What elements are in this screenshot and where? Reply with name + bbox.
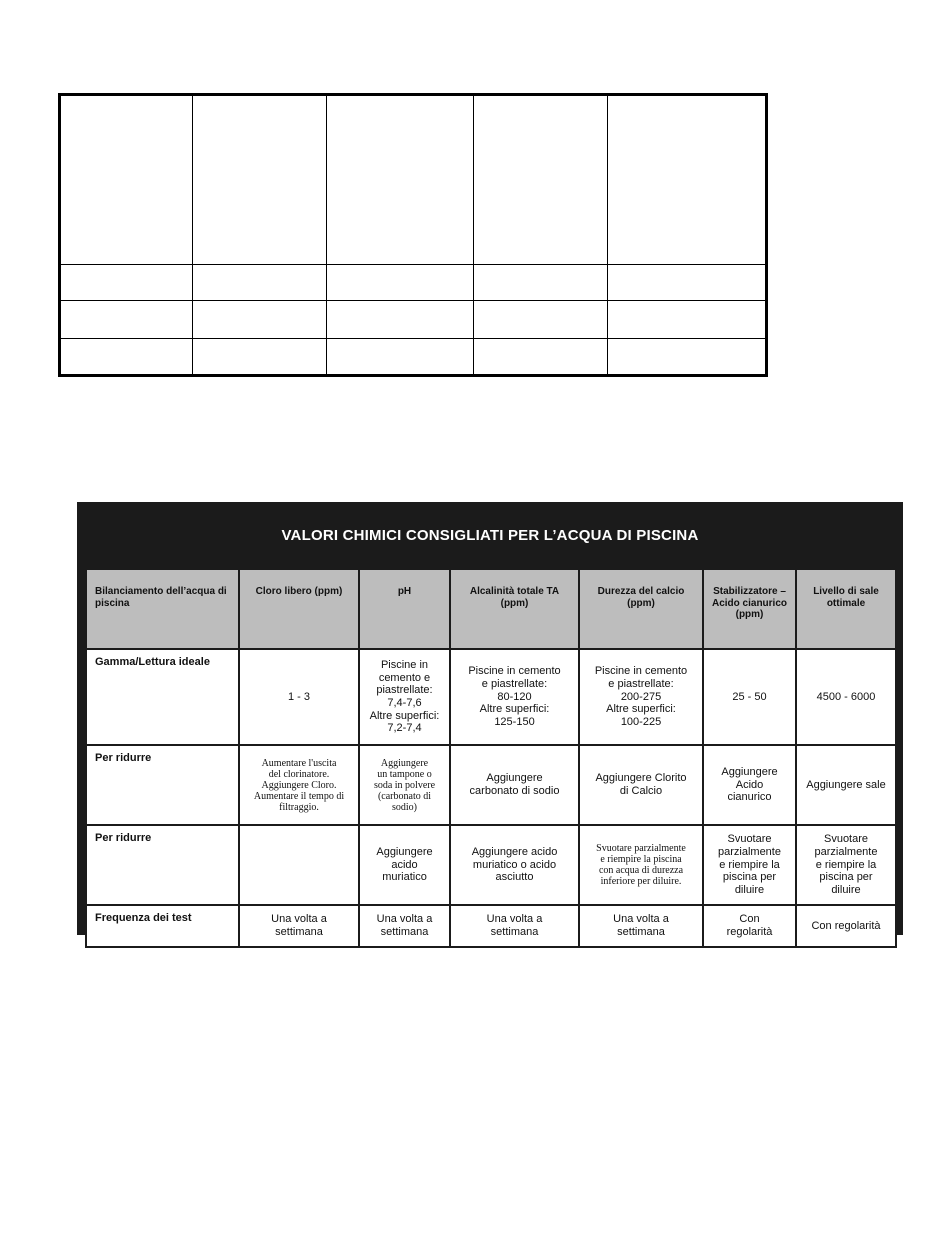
table-row-reduce-1 bbox=[86, 745, 896, 825]
cell-cloro bbox=[239, 825, 359, 905]
cell-line: con acqua di durezza bbox=[598, 865, 684, 876]
cell-alcalinita bbox=[450, 905, 579, 947]
header-cell-cloro: Cloro libero (ppm) bbox=[239, 569, 359, 649]
empty-cell bbox=[474, 301, 608, 339]
empty-cell bbox=[474, 339, 608, 376]
cell-line: piscina per bbox=[722, 871, 777, 884]
cell-line: e piastrellate: bbox=[481, 678, 548, 691]
cell-line: Aggiungere bbox=[380, 757, 429, 769]
row-label: Frequenza dei test bbox=[86, 905, 239, 947]
cell-stabilizzatore bbox=[703, 745, 796, 825]
cell-line: Aggiungere bbox=[486, 772, 543, 785]
cell-alcalinita bbox=[450, 649, 579, 745]
cell-sale: Con regolarità bbox=[796, 905, 896, 947]
cell-line: Altre superfici: bbox=[369, 709, 440, 722]
empty-table-header-row bbox=[60, 95, 767, 265]
cell-line: e riempire la bbox=[719, 858, 780, 871]
cell-line: muriatico o acido bbox=[472, 858, 557, 871]
cell-line: 7,2-7,4 bbox=[387, 722, 422, 735]
cell-cloro: 1 - 3 bbox=[239, 649, 359, 745]
cell-line: Aggiungere bbox=[721, 766, 778, 779]
cell-line: piastrellate: bbox=[376, 684, 433, 697]
header-row bbox=[86, 569, 896, 649]
cell-cloro bbox=[239, 905, 359, 947]
cell-ph bbox=[359, 745, 450, 825]
cell-line: Altre superfici: bbox=[479, 703, 550, 716]
row-label: Per ridurre bbox=[86, 745, 239, 825]
empty-cell bbox=[193, 265, 327, 301]
header-cell-alcalinita: Alcalinità totale TA (ppm) bbox=[450, 569, 579, 649]
cell-line: 7,4-7,6 bbox=[387, 697, 422, 709]
cell-line: Una volta a bbox=[271, 913, 327, 926]
cell-durezza bbox=[579, 745, 703, 825]
cell-line: piscina per bbox=[819, 871, 873, 884]
empty-cell bbox=[608, 301, 767, 339]
cell-ph bbox=[359, 905, 450, 947]
cell-line: Aggiungere Clorito bbox=[595, 772, 687, 785]
header-cell-ph: pH bbox=[359, 569, 450, 649]
cell-line: asciutto bbox=[495, 871, 534, 884]
cell-line: Svuotare bbox=[727, 833, 772, 846]
cell-sale: Aggiungere sale bbox=[796, 745, 896, 825]
cell-line: Una volta a bbox=[376, 913, 433, 926]
cell-line: Aumentare il tempo di bbox=[253, 790, 345, 802]
cell-stabilizzatore bbox=[703, 905, 796, 947]
cell-durezza bbox=[579, 649, 703, 745]
cell-line: diluire bbox=[831, 883, 861, 896]
empty-cell bbox=[474, 95, 608, 265]
cell-sale: 4500 - 6000 bbox=[796, 649, 896, 745]
empty-cell bbox=[193, 95, 327, 265]
header-cell-sale: Livello di sale ottimale bbox=[796, 569, 896, 649]
table-row-ideal bbox=[86, 649, 896, 745]
cell-line: settimana bbox=[490, 926, 539, 938]
empty-cell bbox=[327, 339, 474, 376]
cell-ph bbox=[359, 649, 450, 745]
cell-line: Con bbox=[739, 913, 760, 926]
empty-cell bbox=[608, 265, 767, 301]
cell-line: (carbonato di bbox=[377, 790, 432, 802]
cell-line: Piscine in bbox=[380, 659, 429, 672]
cell-stabilizzatore bbox=[703, 825, 796, 905]
cell-line: Svuotare parzialmente bbox=[596, 843, 686, 854]
empty-table-row bbox=[60, 301, 767, 339]
cell-durezza bbox=[579, 905, 703, 947]
cell-line: 125-150 bbox=[494, 715, 535, 728]
chemical-values-table bbox=[85, 568, 897, 948]
cell-cloro bbox=[239, 745, 359, 825]
cell-line: e riempire la bbox=[815, 858, 877, 871]
cell-line: 200-275 bbox=[620, 690, 662, 703]
empty-cell bbox=[60, 95, 193, 265]
empty-table-row bbox=[60, 265, 767, 301]
cell-line: muriatico bbox=[382, 871, 427, 884]
cell-line: settimana bbox=[275, 926, 323, 938]
cell-line: parzialmente bbox=[814, 846, 878, 859]
empty-cell bbox=[60, 265, 193, 301]
cell-line: di Calcio bbox=[619, 785, 663, 797]
cell-line: Una volta a bbox=[486, 913, 543, 926]
cell-line: Una volta a bbox=[613, 913, 669, 926]
panel-title: VALORI CHIMICI CONSIGLIATI PER L’ACQUA DI PISCINA bbox=[281, 527, 699, 544]
empty-cell bbox=[193, 301, 327, 339]
empty-cell bbox=[327, 265, 474, 301]
cell-line: del clorinatore. bbox=[268, 768, 330, 780]
cell-line: filtraggio. bbox=[279, 801, 319, 813]
cell-line: carbonato di sodio bbox=[469, 785, 560, 797]
empty-cell bbox=[608, 95, 767, 265]
header-cell-bilanciamento: Bilanciamento dell’acqua di piscina bbox=[86, 569, 239, 649]
cell-line: Aggiungere bbox=[376, 846, 433, 859]
cell-sale bbox=[796, 825, 896, 905]
header-cell-stabilizzatore: Stabilizzatore – Acido cianurico (ppm) bbox=[703, 569, 796, 649]
cell-line: inferiore per diluire. bbox=[600, 876, 682, 887]
empty-cell bbox=[327, 301, 474, 339]
cell-alcalinita bbox=[450, 745, 579, 825]
cell-line: Aumentare l'uscita bbox=[261, 757, 337, 769]
chemical-values-panel bbox=[77, 502, 903, 938]
cell-ph bbox=[359, 825, 450, 905]
empty-cell bbox=[193, 339, 327, 376]
cell-line: 80-120 bbox=[497, 690, 532, 703]
row-label: Per ridurre bbox=[86, 825, 239, 905]
cell-line: Svuotare bbox=[823, 833, 869, 846]
cell-line: settimana bbox=[380, 926, 429, 938]
cell-line: soda in polvere bbox=[373, 779, 436, 791]
cell-line: sodio) bbox=[392, 801, 417, 813]
empty-cell bbox=[60, 339, 193, 376]
cell-line: regolarità bbox=[726, 926, 773, 938]
row-label: Gamma/Lettura ideale bbox=[86, 649, 239, 745]
cell-line: Aggiungere acido bbox=[471, 846, 558, 859]
cell-durezza bbox=[579, 825, 703, 905]
header-cell-durezza: Durezza del calcio (ppm) bbox=[579, 569, 703, 649]
cell-line: Piscine in cemento bbox=[594, 665, 688, 678]
table-row-reduce-2 bbox=[86, 825, 896, 905]
empty-cell bbox=[608, 339, 767, 376]
empty-table-row bbox=[60, 339, 767, 376]
cell-line: Piscine in cemento bbox=[468, 665, 561, 678]
cell-line: parzialmente bbox=[718, 846, 781, 859]
cell-line: Altre superfici: bbox=[606, 703, 676, 716]
cell-line: settimana bbox=[617, 926, 665, 938]
cell-line: acido bbox=[391, 858, 418, 871]
empty-cell bbox=[60, 301, 193, 339]
empty-table bbox=[58, 93, 768, 377]
cell-line: Acido bbox=[735, 778, 764, 791]
empty-cell bbox=[327, 95, 474, 265]
cell-line: diluire bbox=[734, 883, 765, 896]
cell-line: e piastrellate: bbox=[608, 678, 674, 691]
empty-cell bbox=[474, 265, 608, 301]
cell-line: un tampone o bbox=[377, 768, 432, 780]
cell-line: Aggiungere Cloro. bbox=[261, 779, 337, 791]
cell-line: cemento e bbox=[378, 671, 431, 684]
cell-line: 100-225 bbox=[620, 715, 662, 728]
cell-line: cianurico bbox=[727, 791, 772, 804]
table-row-frequency bbox=[86, 905, 896, 947]
cell-line: e riempire la piscina bbox=[600, 854, 682, 865]
cell-stabilizzatore: 25 - 50 bbox=[703, 649, 796, 745]
cell-alcalinita bbox=[450, 825, 579, 905]
